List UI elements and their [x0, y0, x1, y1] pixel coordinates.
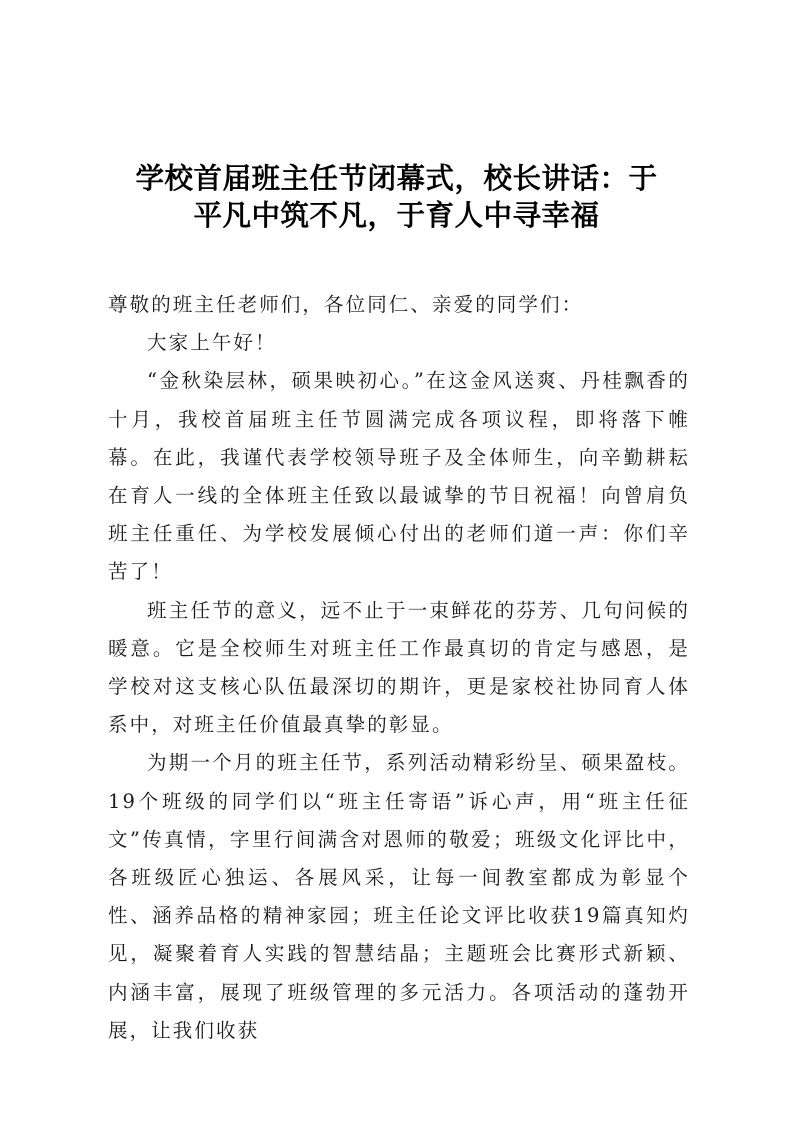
document-title: [90, 160, 703, 234]
title-line-1: 学校首届班主任节闭幕式，校长讲话：于: [135, 162, 658, 195]
paragraph-meaning: 班主任节的意义，远不止于一束鲜花的芬芳、几句问候的暖意。它是全校师生对班主任工作最真切的肯定与感恩，是学校对这支核心队伍最深切的期许，更是家校社协同育人体系中，对班主任价值最真挚的彰显。: [108, 598, 690, 737]
paragraph-activities: 为期一个月的班主任节，系列活动精彩纷呈、硕果盈枝。19个班级的同学们以“班主任寄语”诉心声，用“班主任征文”传真情，字里行间满含对恩师的敬爱；班级文化评比中，各班级匠心独运、各展风采，让每一间教室都成为彰显个性、涵养品格的精神家园；班主任论文评比收获19篇真知灼见，凝聚着育人实践的智慧结晶；主题班会比赛形式新颖、内涵丰富，展现了班级管理的多元活力。各项活动的蓬勃开展，让我们收获: [108, 751, 690, 1042]
paragraph-opening: “金秋染层林，硕果映初心。”在这金风送爽、丹桂飘香的十月，我校首届班主任节圆满完成各项议程，即将落下帷幕。在此，我谨代表学校领导班子及全体师生，向辛勤耕耘在育人一线的全体班主任致以最诚挚的节日祝福！向曾肩负班主任重任、为学校发展倾心付出的老师们道一声：你们辛苦了！: [108, 369, 690, 584]
document-body: [108, 286, 690, 1050]
title-line-2: 平凡中筑不凡，于育人中寻幸福: [193, 199, 600, 232]
paragraph-greeting: 大家上午好！: [147, 331, 277, 355]
salutation: 尊敬的班主任老师们，各位同仁、亲爱的同学们：: [108, 293, 584, 316]
